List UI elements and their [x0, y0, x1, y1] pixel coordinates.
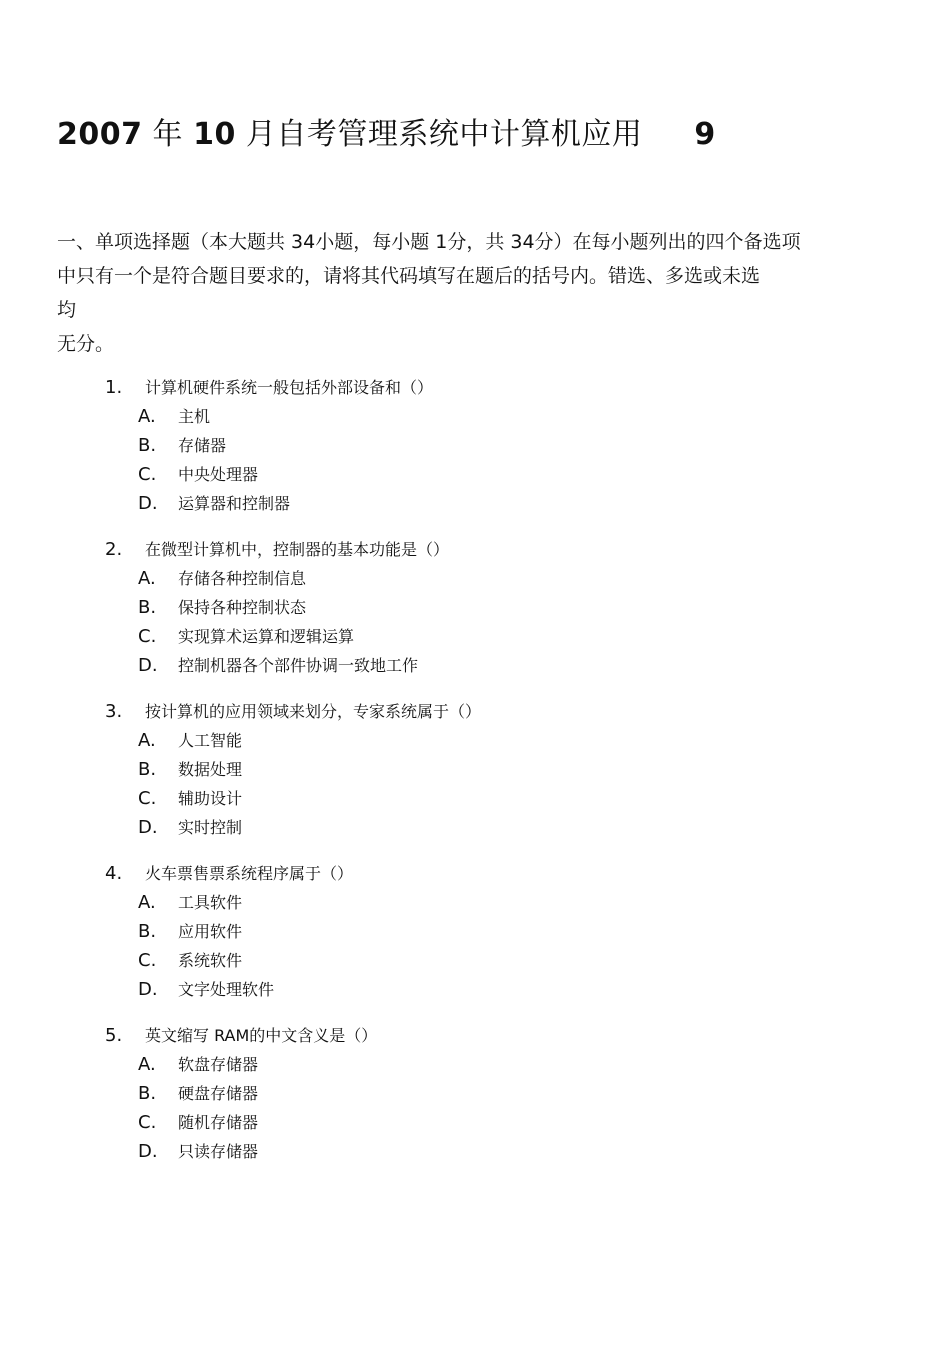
option-b	[105, 431, 865, 460]
option-text: 存储各种控制信息	[178, 569, 307, 588]
title-suffix: 9	[694, 117, 716, 153]
option-letter: C.	[138, 950, 157, 971]
option-letter: D.	[138, 493, 158, 514]
title-year: 2007	[57, 117, 143, 153]
question-number: 2.	[105, 539, 123, 560]
question-stem	[105, 697, 865, 726]
option-letter: A.	[138, 1054, 156, 1075]
option-letter: B.	[138, 435, 157, 456]
instruction-line: 无分。	[57, 333, 115, 355]
option-a	[105, 564, 865, 593]
option-letter: B.	[138, 597, 157, 618]
option-a	[105, 726, 865, 755]
question-number: 4.	[105, 863, 123, 884]
option-text: 应用软件	[178, 922, 243, 941]
title-year-char: 年	[142, 117, 194, 153]
option-text: 硬盘存储器	[178, 1084, 259, 1103]
option-d	[105, 813, 865, 842]
question-4	[105, 859, 865, 1004]
option-text: 只读存储器	[178, 1142, 259, 1161]
option-text: 保持各种控制状态	[178, 598, 307, 617]
title-month: 10	[193, 117, 236, 153]
option-letter: B.	[138, 1083, 157, 1104]
option-text: 存储器	[178, 436, 227, 455]
question-stem	[105, 1021, 865, 1050]
option-a	[105, 402, 865, 431]
option-letter: A.	[138, 892, 156, 913]
option-d	[105, 489, 865, 518]
option-letter: B.	[138, 921, 157, 942]
option-letter: C.	[138, 788, 157, 809]
question-text: 计算机硬件系统一般包括外部设备和（）	[145, 378, 434, 397]
option-d	[105, 975, 865, 1004]
question-stem	[105, 373, 865, 402]
question-stem	[105, 859, 865, 888]
option-text: 实时控制	[178, 818, 243, 837]
option-letter: D.	[138, 655, 158, 676]
option-text: 运算器和控制器	[178, 494, 291, 513]
question-stem	[105, 535, 865, 564]
option-letter: C.	[138, 1112, 157, 1133]
option-c	[105, 460, 865, 489]
option-c	[105, 622, 865, 651]
option-d	[105, 651, 865, 680]
question-text: 英文缩写 RAM的中文含义是（）	[145, 1026, 378, 1045]
option-text: 文字处理软件	[178, 980, 275, 999]
option-text: 实现算术运算和逻辑运算	[178, 627, 355, 646]
option-b	[105, 593, 865, 622]
question-1	[105, 373, 865, 518]
question-number: 3.	[105, 701, 123, 722]
page-title	[57, 114, 716, 156]
option-c	[105, 946, 865, 975]
instruction-line: 均	[57, 299, 77, 321]
option-c	[105, 784, 865, 813]
option-text: 软盘存储器	[178, 1055, 259, 1074]
question-2	[105, 535, 865, 680]
section-instructions	[57, 225, 887, 361]
instruction-line: 一、单项选择题（本大题共 34小题，每小题 1分，共 34分）在每小题列出的四个备选项	[57, 231, 801, 253]
option-b	[105, 1079, 865, 1108]
question-list	[105, 373, 865, 1183]
option-b	[105, 755, 865, 784]
option-letter: D.	[138, 817, 158, 838]
option-letter: D.	[138, 1141, 158, 1162]
option-c	[105, 1108, 865, 1137]
option-letter: A.	[138, 406, 156, 427]
option-letter: D.	[138, 979, 158, 1000]
option-text: 系统软件	[178, 951, 243, 970]
option-text: 辅助设计	[178, 789, 243, 808]
option-text: 控制机器各个部件协调一致地工作	[178, 656, 419, 675]
option-text: 主机	[178, 407, 211, 426]
option-letter: A.	[138, 568, 156, 589]
question-number: 1.	[105, 377, 123, 398]
option-a	[105, 1050, 865, 1079]
instruction-line: 中只有一个是符合题目要求的，请将其代码填写在题后的括号内。错选、多选或未选	[57, 265, 761, 287]
question-3	[105, 697, 865, 842]
option-letter: B.	[138, 759, 157, 780]
option-letter: C.	[138, 626, 157, 647]
question-text: 按计算机的应用领域来划分，专家系统属于（）	[145, 702, 482, 721]
option-text: 工具软件	[178, 893, 243, 912]
option-text: 中央处理器	[178, 465, 259, 484]
option-a	[105, 888, 865, 917]
option-text: 数据处理	[178, 760, 243, 779]
option-letter: A.	[138, 730, 156, 751]
question-number: 5.	[105, 1025, 123, 1046]
title-subject: 月自考管理系统中计算机应用	[235, 117, 643, 153]
question-text: 火车票售票系统程序属于（）	[145, 864, 354, 883]
option-d	[105, 1137, 865, 1166]
option-text: 随机存储器	[178, 1113, 259, 1132]
option-letter: C.	[138, 464, 157, 485]
question-text: 在微型计算机中，控制器的基本功能是（）	[145, 540, 450, 559]
option-b	[105, 917, 865, 946]
question-5	[105, 1021, 865, 1166]
option-text: 人工智能	[178, 731, 243, 750]
